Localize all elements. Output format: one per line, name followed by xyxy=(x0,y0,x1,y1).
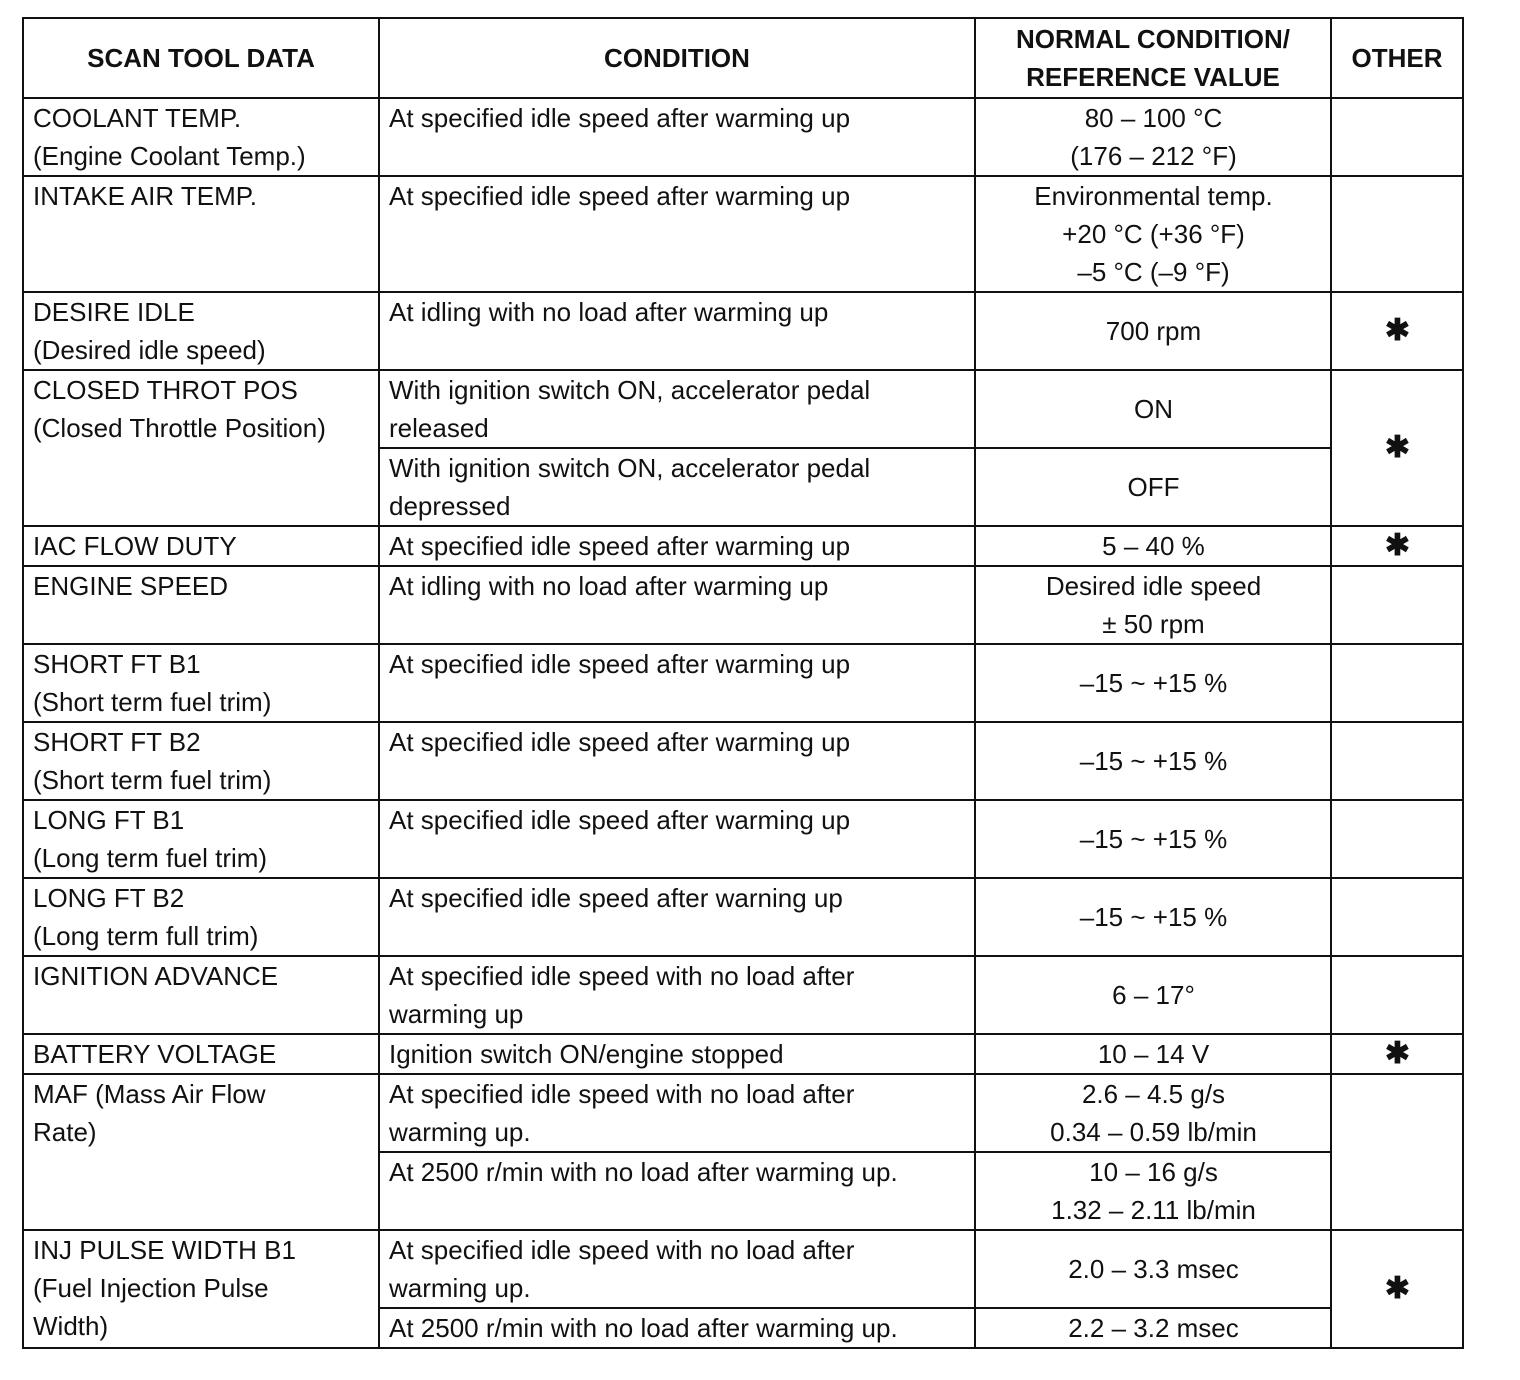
item-name-line: COOLANT TEMP. xyxy=(33,103,242,133)
scan-tool-data-table xyxy=(22,17,1464,1349)
asterisk-icon: ✱ xyxy=(1331,1230,1463,1348)
other-cell xyxy=(1331,956,1463,1034)
condition-cell xyxy=(379,722,975,800)
reference-value-cell xyxy=(975,1152,1331,1230)
table-row xyxy=(23,800,1463,878)
condition-text: At specified idle speed after warming up xyxy=(389,649,851,679)
reference-value: ON xyxy=(1134,394,1173,424)
condition-cell xyxy=(379,1230,975,1308)
reference-value: (176 – 212 °F) xyxy=(1070,141,1237,171)
scan-item-name xyxy=(23,370,379,526)
item-desc-line: Rate) xyxy=(33,1117,97,1147)
reference-value: +20 °C (+36 °F) xyxy=(1062,219,1245,249)
table-row xyxy=(23,98,1463,176)
scan-item-name xyxy=(23,644,379,722)
condition-cell xyxy=(379,644,975,722)
reference-value-cell xyxy=(975,956,1331,1034)
scan-item-name xyxy=(23,956,379,1034)
item-name-line: ENGINE SPEED xyxy=(33,571,229,601)
reference-value: 700 rpm xyxy=(1105,316,1202,346)
scan-item-name xyxy=(23,1034,379,1074)
item-desc-line: (Fuel Injection Pulse xyxy=(33,1273,269,1303)
header-other: OTHER xyxy=(1331,18,1463,98)
condition-text: Ignition switch ON/engine stopped xyxy=(389,1039,784,1069)
item-desc-line: (Long term fuel trim) xyxy=(33,843,268,873)
reference-value: Desired idle speed xyxy=(1045,571,1262,601)
item-name-line: SHORT FT B2 xyxy=(33,727,201,757)
header-normal-line2: REFERENCE VALUE xyxy=(1026,62,1280,92)
scan-tool-table-container xyxy=(22,17,1464,1349)
condition-cell xyxy=(379,98,975,176)
item-name-line: BATTERY VOLTAGE xyxy=(33,1039,277,1069)
table-row xyxy=(23,956,1463,1034)
reference-value-cell xyxy=(975,448,1331,526)
asterisk-icon: ✱ xyxy=(1331,370,1463,526)
reference-value-cell xyxy=(975,566,1331,644)
scan-item-name xyxy=(23,878,379,956)
condition-text: At specified idle speed after warning up xyxy=(389,883,843,913)
reference-value-cell xyxy=(975,1074,1331,1152)
reference-value: –15 ~ +15 % xyxy=(1079,902,1228,932)
item-name-line: CLOSED THROT POS xyxy=(33,375,298,405)
reference-value-cell xyxy=(975,878,1331,956)
condition-text: At specified idle speed after warming up xyxy=(389,531,851,561)
condition-cell xyxy=(379,1074,975,1152)
condition-cell xyxy=(379,526,975,566)
header-normal-condition xyxy=(975,18,1331,98)
item-name-line: INTAKE AIR TEMP. xyxy=(33,181,257,211)
item-name-line: DESIRE IDLE xyxy=(33,297,195,327)
reference-value: 2.0 – 3.3 msec xyxy=(1068,1254,1239,1284)
condition-text: warming up. xyxy=(389,1273,531,1303)
header-normal-line1: NORMAL CONDITION/ xyxy=(1016,24,1290,54)
condition-text: depressed xyxy=(389,491,511,521)
reference-value: 2.6 – 4.5 g/s xyxy=(1081,1079,1226,1109)
scan-item-name xyxy=(23,98,379,176)
reference-value: 80 – 100 °C xyxy=(1084,103,1223,133)
table-row xyxy=(23,292,1463,370)
condition-cell xyxy=(379,800,975,878)
reference-value-cell xyxy=(975,176,1331,292)
item-desc-line: (Long term full trim) xyxy=(33,921,259,951)
condition-cell xyxy=(379,292,975,370)
table-row xyxy=(23,1034,1463,1074)
reference-value-cell xyxy=(975,526,1331,566)
item-desc-line: (Engine Coolant Temp.) xyxy=(33,141,306,171)
other-cell xyxy=(1331,878,1463,956)
reference-value: 1.32 – 2.11 lb/min xyxy=(1051,1195,1256,1225)
other-cell xyxy=(1331,176,1463,292)
condition-text: At specified idle speed after warming up xyxy=(389,805,851,835)
other-cell xyxy=(1331,644,1463,722)
reference-value: 5 – 40 % xyxy=(1102,531,1205,561)
table-row xyxy=(23,722,1463,800)
reference-value-cell xyxy=(975,722,1331,800)
reference-value: 10 – 14 V xyxy=(1097,1039,1210,1069)
table-row xyxy=(23,1230,1463,1308)
item-name-line: LONG FT B1 xyxy=(33,805,185,835)
reference-value-cell xyxy=(975,644,1331,722)
condition-text: At 2500 r/min with no load after warming up. xyxy=(389,1313,898,1343)
table-row xyxy=(23,644,1463,722)
item-desc-line: Width) xyxy=(33,1311,109,1341)
header-row xyxy=(23,18,1463,98)
other-cell xyxy=(1331,566,1463,644)
reference-value: –15 ~ +15 % xyxy=(1079,746,1228,776)
condition-text: warming up. xyxy=(389,1117,531,1147)
reference-value-cell xyxy=(975,98,1331,176)
condition-text: released xyxy=(389,413,489,443)
condition-cell xyxy=(379,370,975,448)
table-row xyxy=(23,878,1463,956)
table-row xyxy=(23,370,1463,448)
header-scan-tool-data: SCAN TOOL DATA xyxy=(23,18,379,98)
condition-cell xyxy=(379,956,975,1034)
scan-item-name xyxy=(23,800,379,878)
table-row xyxy=(23,566,1463,644)
asterisk-icon: ✱ xyxy=(1331,1034,1463,1074)
reference-value: Environmental temp. xyxy=(1034,181,1273,211)
other-cell xyxy=(1331,722,1463,800)
reference-value: –15 ~ +15 % xyxy=(1079,668,1228,698)
asterisk-icon: ✱ xyxy=(1331,292,1463,370)
reference-value: 10 – 16 g/s xyxy=(1089,1157,1218,1187)
item-name-line: IAC FLOW DUTY xyxy=(33,531,237,561)
item-name-line: SHORT FT B1 xyxy=(33,649,201,679)
scan-item-name xyxy=(23,292,379,370)
condition-cell xyxy=(379,566,975,644)
reference-value: ± 50 rpm xyxy=(1102,609,1205,639)
condition-cell xyxy=(379,1308,975,1348)
item-name-line: MAF (Mass Air Flow xyxy=(33,1079,266,1109)
scan-item-name xyxy=(23,176,379,292)
condition-cell xyxy=(379,878,975,956)
condition-text: warming up xyxy=(389,999,524,1029)
condition-text: At specified idle speed after warming up xyxy=(389,727,851,757)
reference-value: –15 ~ +15 % xyxy=(1079,824,1228,854)
condition-text: With ignition switch ON, accelerator pedal xyxy=(389,453,871,483)
reference-value: 2.2 – 3.2 msec xyxy=(1068,1313,1239,1343)
reference-value: 6 – 17° xyxy=(1112,980,1195,1010)
condition-text: At specified idle speed after warming up xyxy=(389,181,851,211)
condition-text: With ignition switch ON, accelerator pedal xyxy=(389,375,871,405)
reference-value: –5 °C (–9 °F) xyxy=(1077,257,1230,287)
condition-text: At idling with no load after warming up xyxy=(389,571,829,601)
table-row xyxy=(23,176,1463,292)
reference-value-cell xyxy=(975,370,1331,448)
item-name-line: IGNITION ADVANCE xyxy=(33,961,279,991)
condition-text: At specified idle speed with no load after xyxy=(389,1079,855,1109)
condition-cell xyxy=(379,448,975,526)
item-desc-line: (Short term fuel trim) xyxy=(33,765,272,795)
reference-value-cell xyxy=(975,1230,1331,1308)
reference-value-cell xyxy=(975,1034,1331,1074)
item-desc-line: (Short term fuel trim) xyxy=(33,687,272,717)
condition-cell xyxy=(379,176,975,292)
item-name-line: INJ PULSE WIDTH B1 xyxy=(33,1235,296,1265)
condition-cell xyxy=(379,1152,975,1230)
condition-cell xyxy=(379,1034,975,1074)
item-desc-line: (Desired idle speed) xyxy=(33,335,266,365)
reference-value-cell xyxy=(975,1308,1331,1348)
condition-text: At 2500 r/min with no load after warming up. xyxy=(389,1157,898,1187)
other-cell xyxy=(1331,98,1463,176)
other-cell xyxy=(1331,800,1463,878)
other-cell xyxy=(1331,1074,1463,1230)
condition-text: At specified idle speed with no load after xyxy=(389,1235,855,1265)
table-row xyxy=(23,526,1463,566)
reference-value-cell xyxy=(975,800,1331,878)
scan-item-name xyxy=(23,566,379,644)
scan-item-name xyxy=(23,526,379,566)
item-desc-line: (Closed Throttle Position) xyxy=(33,413,326,443)
header-condition: CONDITION xyxy=(379,18,975,98)
condition-text: At specified idle speed with no load after xyxy=(389,961,855,991)
reference-value: 0.34 – 0.59 lb/min xyxy=(1050,1117,1257,1147)
condition-text: At specified idle speed after warming up xyxy=(389,103,851,133)
item-name-line: LONG FT B2 xyxy=(33,883,185,913)
reference-value-cell xyxy=(975,292,1331,370)
scan-item-name xyxy=(23,1074,379,1230)
table-row xyxy=(23,1074,1463,1152)
condition-text: At idling with no load after warming up xyxy=(389,297,829,327)
scan-item-name xyxy=(23,722,379,800)
reference-value: OFF xyxy=(1127,472,1180,502)
scan-item-name xyxy=(23,1230,379,1348)
asterisk-icon: ✱ xyxy=(1331,526,1463,566)
